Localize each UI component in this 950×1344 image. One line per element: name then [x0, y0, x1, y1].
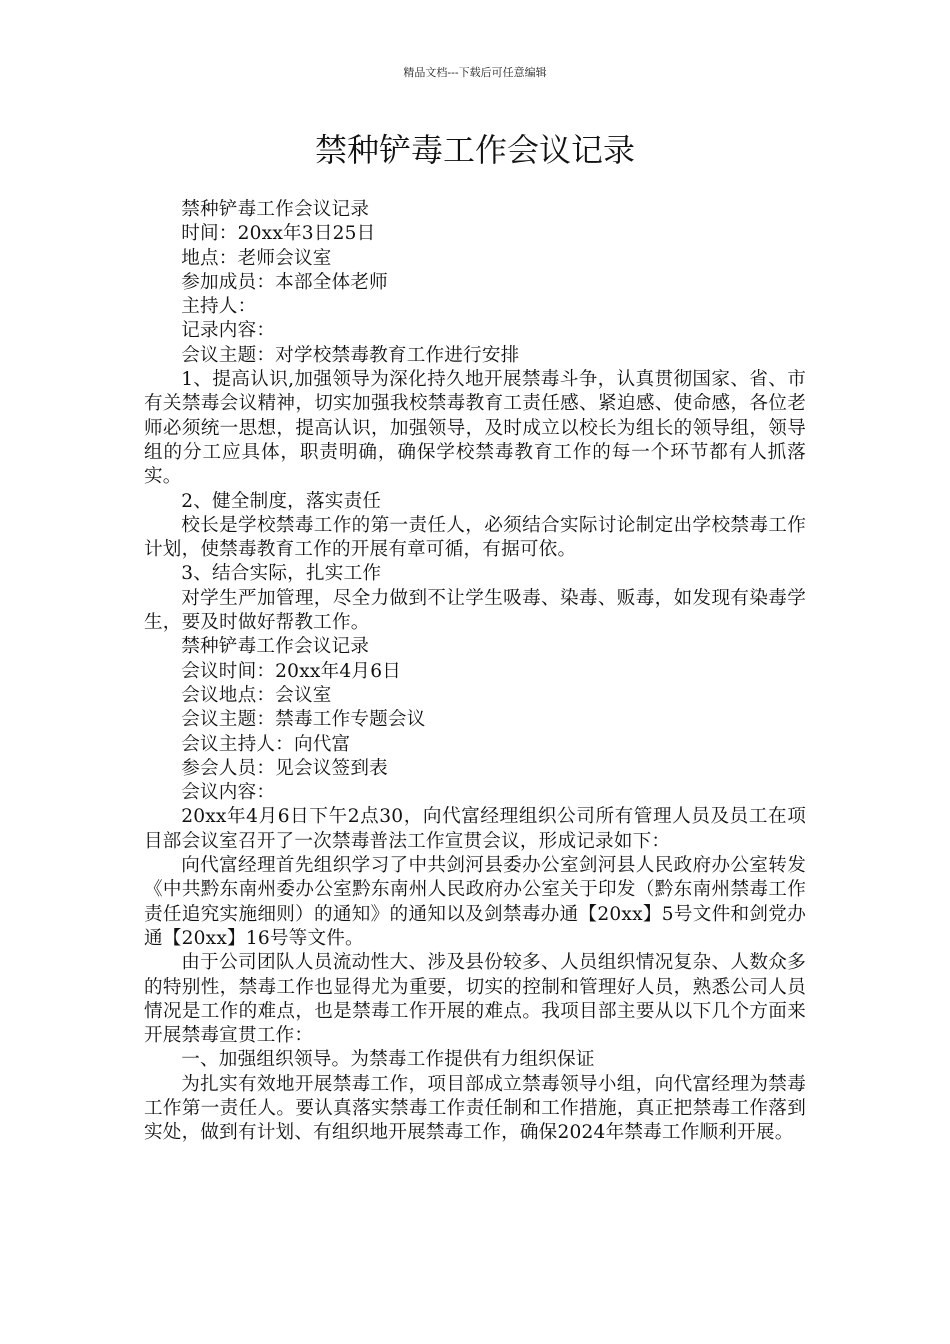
header-note: 精品文档---下载后可任意编辑 [403, 66, 547, 79]
paragraph: 地点：老师会议室 [181, 247, 332, 269]
paragraph: 为扎实有效地开展禁毒工作，项目部成立禁毒领导小组，向代富经理为禁毒工作第一责任人。要认真落实禁毒工作责任制和工作措施，真正把禁毒工作落到实处，做到有计划、有组织地开展禁毒工作，确保2024年禁毒工作顺利开展。 [144, 1073, 806, 1144]
paragraph: 2、健全制度，落实责任 [181, 490, 382, 512]
paragraph: 会议主题：禁毒工作专题会议 [181, 709, 426, 731]
paragraph: 时间：20xx年3日25日 [181, 223, 376, 245]
paragraph: 对学生严加管理，尽全力做到不让学生吸毒、染毒、贩毒，如发现有染毒学生，要及时做好帮教工作。 [144, 587, 806, 634]
paragraph: 会议地点：会议室 [181, 684, 332, 706]
paragraph: 禁种铲毒工作会议记录 [181, 636, 370, 658]
paragraph: 会议内容： [181, 782, 276, 804]
paragraph: 由于公司团队人员流动性大、涉及县份较多、人员组织情况复杂、人数众多的特别性，禁毒工作也显得尤为重要，切实的控制和管理好人员，熟悉公司人员情况是工作的难点，也是禁毒工作开展的难点。我项目部主要从以下几个方面来开展禁毒宣贯工作： [144, 952, 806, 1047]
paragraph: 会议主题：对学校禁毒教育工作进行安排 [181, 344, 520, 366]
paragraph: 一、加强组织领导。为禁毒工作提供有力组织保证 [181, 1049, 595, 1071]
paragraph: 1、提高认识,加强领导为深化持久地开展禁毒斗争，认真贯彻国家、省、市有关禁毒会议精神，切实加强我校禁毒教育工责任感、紧迫感、使命感，各位老师必须统一思想，提高认识，加强领导，及时成立以校长为组长的领导组，领导组的分工应具体，职责明确，确保学校禁毒教育工作的每一个环节都有人抓落实。 [144, 369, 806, 488]
paragraph: 主持人： [181, 296, 257, 318]
paragraph: 记录内容： [181, 320, 276, 342]
paragraph: 参加成员：本部全体老师 [181, 271, 388, 293]
paragraph: 20xx年4月6日下午2点30，向代富经理组织公司所有管理人员及员工在项目部会议室召开了一次禁毒普法工作宣贯会议，形成记录如下： [144, 806, 806, 852]
document-body [144, 198, 806, 1146]
paragraph: 3、结合实际，扎实工作 [181, 563, 382, 585]
paragraph: 会议时间：20xx年4月6日 [181, 660, 402, 682]
paragraph: 会议主持人：向代富 [181, 733, 351, 755]
document-title: 禁种铲毒工作会议记录 [314, 131, 635, 169]
paragraph: 向代富经理首先组织学习了中共剑河县委办公室剑河县人民政府办公室转发《中共黔东南州委办公室黔东南州人民政府办公室关于印发（黔东南州禁毒工作责任追究实施细则）的通知》的通知以及剑禁毒办通【20xx】5号文件和剑党办通【20xx】16号等文件。 [144, 855, 806, 949]
paragraph: 参会人员：见会议签到表 [181, 757, 388, 779]
paragraph: 校长是学校禁毒工作的第一责任人，必须结合实际讨论制定出学校禁毒工作计划，使禁毒教育工作的开展有章可循，有据可依。 [144, 514, 806, 561]
paragraph: 禁种铲毒工作会议记录 [181, 199, 370, 220]
